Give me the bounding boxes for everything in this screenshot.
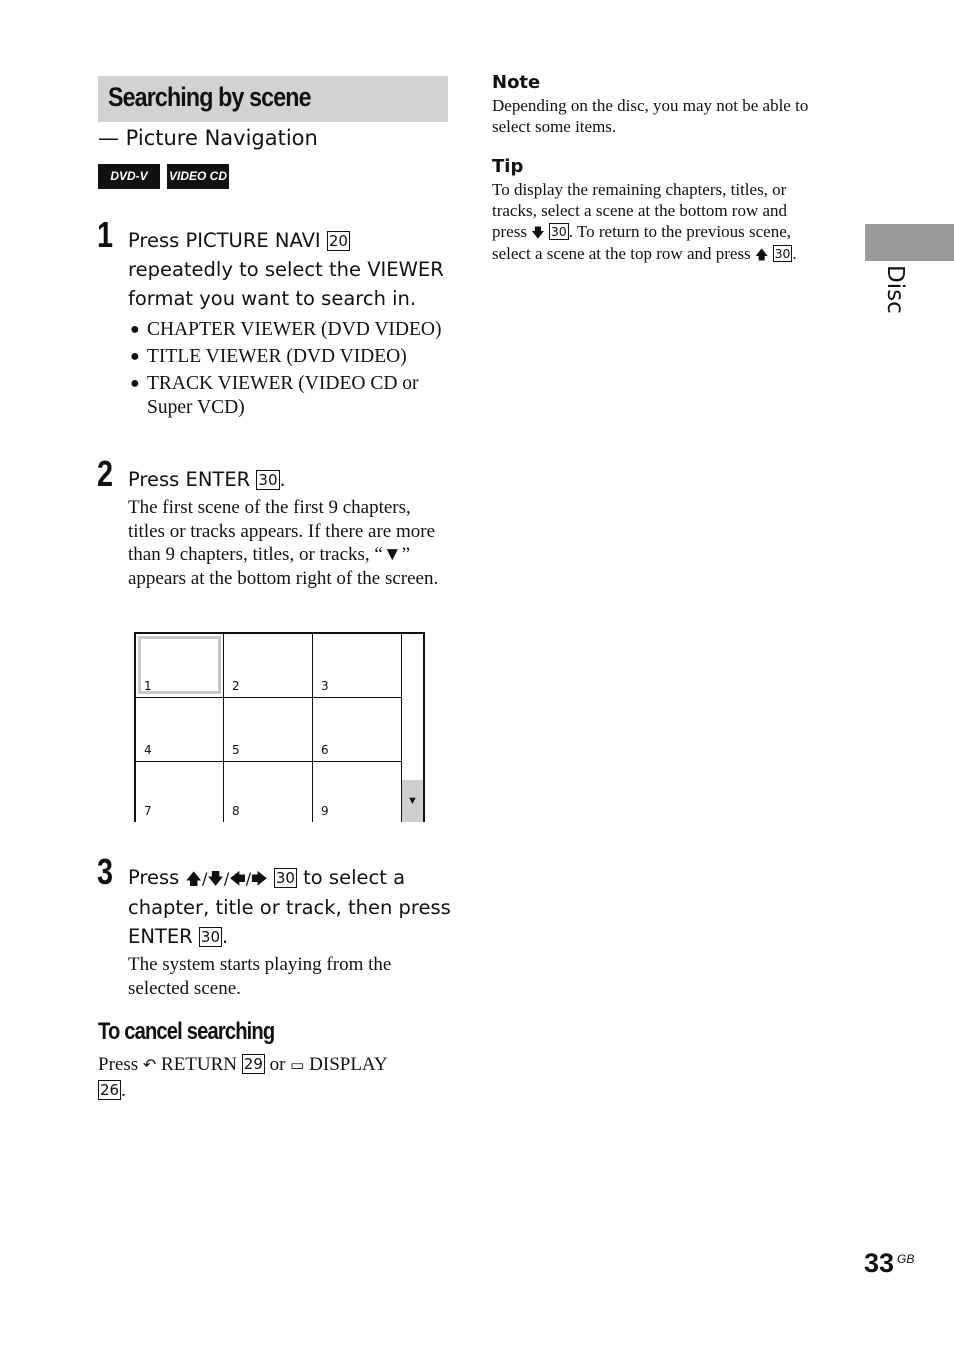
step-1-instruction: Press PICTURE NAVI 20 repeatedly to select the VIEWER format you want to search in. [128,229,444,310]
step-1-number: 1 [97,214,114,255]
scene-cell: 7 [136,762,224,822]
scene-cell: 3 [313,634,402,698]
list-item: ● TRACK VIEWER (VIDEO CD or Super VCD) [130,373,419,418]
step-3-instruction: Press 🡅/🡇/🡄/🡆 30 to select a chapter, title or track, then press ENTER 30 . [128,866,451,948]
scroll-down-indicator: ▼ [402,780,423,822]
badge-dvd-v: DVD-V [98,164,160,189]
button-ref: 30 [275,869,295,887]
up-arrow-icon: 🡅 [754,247,769,262]
button-ref: 20 [328,232,348,250]
section-tab-marker [865,224,954,261]
section-title: Searching by scene [108,82,311,112]
display-icon: ▭ [290,1058,305,1074]
step-2-number: 2 [97,453,114,494]
tip-text: To display the remaining chapters, titles, or tracks, select a scene at the bottom row and press 🡇 30 . To return to the previous scene, select a scene at the top row and press 🡅 30 . [492,180,797,263]
step-3-description: The system starts playing from the selected scene. [128,954,392,999]
section-tab-label: Disc [882,265,908,314]
cancel-heading: To cancel searching [98,1018,275,1045]
button-ref: 30 [774,246,791,261]
badge-video-cd: VIDEO CD [167,164,229,189]
scene-cell: 2 [224,634,313,698]
scene-cell: 5 [224,698,313,762]
scene-cell: 8 [224,762,313,822]
note-heading: Note [492,72,541,93]
page-number: 33 [864,1248,895,1278]
tip-heading: Tip [492,156,524,177]
button-ref: 30 [258,471,278,489]
arrow-keys-icon: 🡅/🡇/🡄/🡆 [185,869,268,888]
scene-cell: 6 [313,698,402,762]
list-item: ● CHAPTER VIEWER (DVD VIDEO) [130,319,442,340]
button-ref: 30 [200,928,220,946]
page-suffix: GB [897,1252,915,1266]
return-icon: ↶ [142,1057,157,1074]
scroll-column [402,634,423,822]
scene-cell: 9 [313,762,402,822]
button-ref: 30 [550,224,567,239]
down-arrow-icon: 🡇 [531,225,545,240]
section-heading-bar [98,76,448,122]
cancel-instruction: Press ↶ RETURN 29 or ▭ DISPLAY 26 . [98,1054,388,1101]
section-subtitle: — Picture Navigation [98,126,318,150]
list-item: ● TITLE VIEWER (DVD VIDEO) [130,346,407,367]
picture-navigation-grid [134,632,425,822]
button-ref: 29 [243,1055,263,1073]
scene-cell: 1 [136,634,224,698]
step-2-description: The first scene of the first 9 chapters, titles or tracks appears. If there are more than 9 chapters, titles, or tracks, “▼” appears at the bottom right of the screen. [128,497,439,589]
step-3-number: 3 [97,851,114,892]
step-1-bullet-list [128,318,448,423]
scene-cell: 4 [136,698,224,762]
button-ref: 26 [100,1080,120,1099]
note-text: Depending on the disc, you may not be able to select some items. [492,96,809,136]
step-2-instruction: Press ENTER 30 . [128,468,286,491]
